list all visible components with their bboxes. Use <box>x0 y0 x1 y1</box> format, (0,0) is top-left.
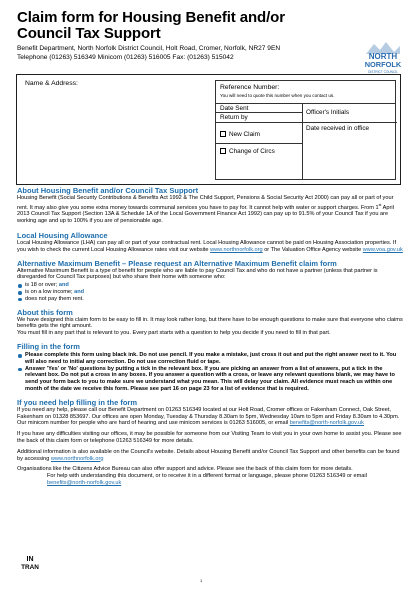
help-text-1: If you need any help, please call our Benefit Department on 01263 516349 located at our Holt Road, Cromer offices or Fakenham Connect, Oak Street, Fakenham on 01328 853697. Our offices are open Monday, Tuesday & Thursday 8.30am to 5pm, Wednesday 10am to 5pm and Friday 8.30am to 4.30pm. Our minicom number for people who are hard of hearing and use minicom services is 01263 516005, or email benefits@north-norfolk.gov.uk <box>17 406 400 427</box>
help-text-5: For help with understanding this document, or to receive it in a different format or language, please phone 01263 516349 or email benefits@north-norfolk.gov.uk <box>47 473 367 486</box>
page-header <box>17 10 402 72</box>
amb-section <box>17 259 403 303</box>
list-item: Please complete this form using black ink. Do not use pencil. If you make a mistake, just cross it out and put the right answer next to it. You will also need to initial any correction. Do not use correction fluid or tape. <box>17 352 403 366</box>
date-received-label: Date received in office <box>306 125 370 132</box>
reference-number-note: You will need to quote this number when you contact us. <box>220 93 335 98</box>
guidance-content <box>17 186 403 487</box>
logo-text-north: NORTH <box>368 52 398 61</box>
logo-text-norfolk: NORFOLK <box>364 60 402 69</box>
about-form-text-2: You must fill in any part that is relevant to you. Every part starts with a question to help you decide if you need to fill in that part. <box>17 330 331 337</box>
page-number: 1 <box>200 578 203 583</box>
return-by-label: Return by <box>220 114 248 121</box>
change-of-circs-checkbox[interactable] <box>220 148 226 154</box>
change-of-circs-label: Change of Circs <box>229 148 275 155</box>
about-form-heading: About this form <box>17 307 73 317</box>
form-title <box>17 10 402 42</box>
help-section <box>17 398 403 487</box>
about-form-section <box>17 308 403 337</box>
claimant-details-box <box>16 74 401 185</box>
phone-line: Telephone (01263) 516349 Minicom (01263) 516005 Fax: (01263) 515042 <box>17 54 234 61</box>
lha-text: Local Housing Allowance (LHA) can pay all or part of your contractual rent. Local Housing Allowance cannot be paid on Housing Association properties. If you wish to check the current Local Housing Allowance rates visit our website www.northnorfolk.org or The Valuation Office Agency website www.voa.gov.uk <box>17 240 403 253</box>
list-item: is 18 or over; and <box>17 282 403 289</box>
reference-number-label: Reference Number: <box>220 84 280 91</box>
divider <box>302 122 397 123</box>
new-claim-checkbox[interactable] <box>220 131 226 137</box>
amb-heading: Alternative Maximum Benefit – Please request an Alternative Maximum Benefit claim form <box>17 258 337 268</box>
amb-text: Alternative Maximum Benefit is a type of benefit for people who are liable to pay Council Tax and who do not have a partner (unless that partner is disregarded for Council Tax purposes) but who share their home with someone who: <box>17 267 378 281</box>
list-item: does not pay them rent. <box>17 296 403 303</box>
help-text-3: Additional information is also available on the Council's website. Details about Housing Benefit and/or Council Tax Support and other benefits can be found by accessing www.northnorfolk.org <box>17 448 400 462</box>
divider <box>216 122 302 123</box>
column-divider <box>302 103 303 179</box>
about-benefit-section <box>17 186 403 225</box>
divider <box>216 143 302 144</box>
amb-criteria-list <box>17 282 403 302</box>
intran-text-2: TRAN <box>21 564 39 571</box>
about-form-text-1: We have designed this claim form to be easy to fill in. It may look rather long, but there have to be enough questions to make sure that everyone who claims benefits gets the right amount. <box>17 316 403 330</box>
help-text-2: If you have any difficulties visiting our offices, it may be possible for someone from our Visiting Team to visit you in your own home to assist you. Please see the back of this claim form or telephone 01263 516349 for more details. <box>17 431 402 444</box>
divider <box>216 112 302 113</box>
northnorfolk-link[interactable]: www.northnorfolk.org <box>210 246 263 253</box>
change-of-circs-option[interactable] <box>220 148 275 155</box>
north-norfolk-logo <box>364 40 402 76</box>
help-text-4: Organisations like the Citizens Advice Bureau can also offer support and advice. Please see the back of this claim form for more details. <box>17 466 353 473</box>
address-line: Benefit Department, North Norfolk District Council, Holt Road, Cromer, Norfolk, NR27 9EN <box>17 45 281 52</box>
intran-logo <box>17 553 43 573</box>
divider <box>216 103 395 104</box>
website-link[interactable]: www.northnorfolk.org <box>50 455 104 462</box>
lha-section <box>17 231 403 254</box>
logo-text-council: DISTRICT COUNCIL <box>368 70 398 74</box>
intran-text-1: IN <box>26 556 34 563</box>
voa-link[interactable]: www.voa.gov.uk <box>362 246 403 253</box>
name-address-label: Name & Address: <box>25 80 78 87</box>
list-item: Answer 'Yes' or 'No' questions by putting a tick in the relevant box. If you are picking an answer from a list of answers, put a tick in the relevant box. Do not put a cross in any boxes. If you answer a question with a cross, or leave any relevant questions blank, we may have to send your form back to you to make sure we understand what you mean. This will delay your claim. All evidence must reach us within one month of the date we receive this form. Please see part 16 on page 23 for a list of evidence that is required. <box>17 366 403 393</box>
about-benefit-text: Housing Benefit (Social Security Contributions & Benefits Act 1992 & The Child Support, Pensions & Social Security Act 2000) can pay all or part of your rent. It may also give you some extra money towards communal services you have to pay for. It cannot help with water or support charges. From 1st April 2013 Council Tax Support (Section 13A & Schedule 1A of the Local Government Finance Act 1992) can pay up to 91.5% of your Council Tax if you are working age and up to 100% if you are of pensionable age. <box>17 195 394 225</box>
about-benefit-heading: About Housing Benefit and/or Council Tax Support <box>17 186 199 195</box>
lha-heading: Local Housing Allowance <box>17 231 108 241</box>
date-sent-label: Date Sent <box>220 105 249 112</box>
help-heading: If you need help filling in the form <box>17 397 137 407</box>
benefits-email-link[interactable]: benefits@north-norfolk.gov.uk <box>289 420 364 427</box>
list-item: is on a low income; and <box>17 289 403 296</box>
filling-heading: Filling in the form <box>17 342 80 352</box>
benefits-email-link-2[interactable]: benefits@north-norfolk.gov.uk <box>47 479 122 486</box>
office-use-box <box>215 80 396 180</box>
officers-initials-label: Officer's Initials <box>306 109 350 116</box>
filling-instructions-list <box>17 352 403 393</box>
filling-section <box>17 342 403 393</box>
new-claim-option[interactable] <box>220 131 260 138</box>
title-line-2: Council Tax Support <box>17 25 161 42</box>
new-claim-label: New Claim <box>229 131 260 138</box>
title-line-1: Claim form for Housing Benefit and/or <box>17 9 285 26</box>
